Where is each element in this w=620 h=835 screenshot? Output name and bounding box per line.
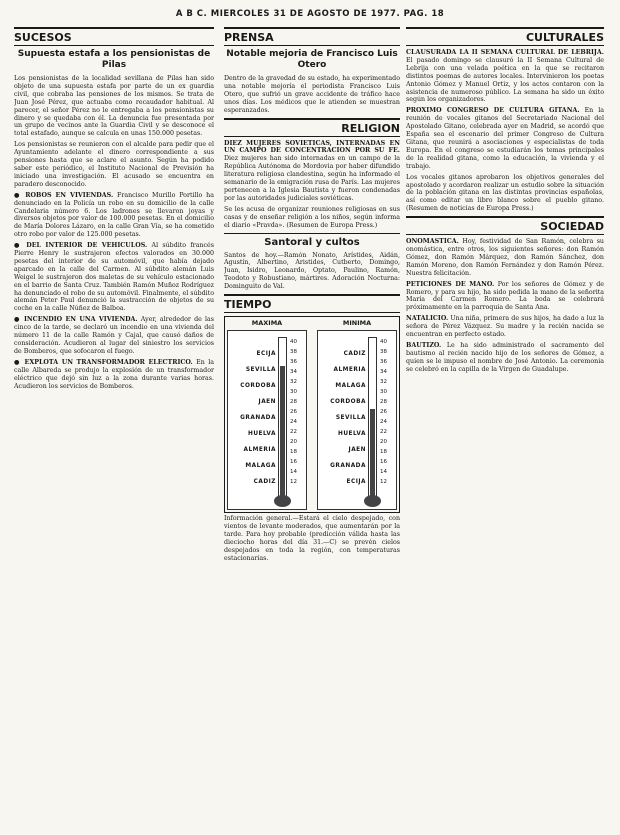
scale-tick: 14 [290, 469, 297, 476]
city-label: GRANADA [240, 415, 276, 422]
min-label: MINIMA [342, 319, 372, 328]
subhead: CLAUSURADA LA II SEMANA CULTURAL DE LEBRIJA. [406, 49, 604, 56]
city-label: SEVILLA [245, 367, 276, 374]
scale-tick: 36 [290, 359, 297, 366]
article-paragraph: En la calle Albareda se produjo la explosión de un transformador eléctrico que dejó sin luz a la zona durante varias horas. Acudieron los servicios de Bomberos. [14, 358, 214, 390]
city-label: SEVILLA [335, 415, 366, 422]
thermometer-graphic [317, 330, 397, 510]
section-title: RELIGION [224, 118, 400, 137]
article-paragraph: El pasado domingo se clausuró la II Semana Cultural de Lebrija con una velada poética en la que se recitaron distintos poemas de autores locales. Intervinieron los poetas Antonio Gómez y Manuel Ortiz, y los actos contaron con la asistencia de numeroso público. La semana ha sido un éxito según los organizadores. [406, 56, 604, 104]
headline: Santoral y cultos [224, 233, 400, 248]
page-header: A B C. MIERCOLES 31 DE AGOSTO DE 1977. PAG. 18 [175, 9, 445, 19]
section-title: PRENSA [224, 27, 400, 46]
scale-tick: 32 [380, 379, 387, 386]
mercury-level [370, 409, 375, 496]
scale-tick: 34 [380, 369, 387, 376]
scale-tick: 16 [380, 459, 387, 466]
thermometer-bulb [364, 495, 381, 507]
headline: Notable mejoria de Francisco Luis Otero [226, 49, 398, 70]
city-label: CADIZ [253, 479, 276, 486]
article-paragraph: Se les acusa de organizar reuniones religiosas en sus casas y de enseñar religión a los niños, según informa el diario «Pravda». (Resumen de Europa Press.) [224, 205, 400, 229]
scale-tick: 40 [290, 339, 297, 346]
city-label: ALMERIA [243, 447, 276, 454]
city-label: JAEN [348, 447, 366, 454]
column-prensa [224, 27, 400, 827]
scale-tick: 24 [290, 419, 297, 426]
city-label: ALMERIA [333, 367, 366, 374]
scale-tick: 30 [380, 389, 387, 396]
headline: Supuesta estafa a los pensionistas de Pilas [17, 49, 211, 70]
article-paragraph: Dentro de la gravedad de su estado, ha experimentado una notable mejoría el periodista Francisco Luis Otero, que sufrió un grave accidente de tráfico hace unos días. Los médicos que le atienden se muestran esperanzados. [224, 75, 400, 114]
article-paragraph: Por los señores de Gómez y de Romero, y para su hijo, ha sido pedida la mano de la señorita María del Carmen Romero. La boda se celebrará próximamente en la parroquia de Santa Ana. [406, 280, 604, 312]
subhead: BAUTIZO. [406, 342, 442, 349]
section-title: SOCIEDAD [406, 216, 604, 235]
scale-tick: 26 [380, 409, 387, 416]
section-title: TIEMPO [224, 294, 400, 313]
subhead: ● DEL INTERIOR DE VEHICULOS. [14, 242, 148, 250]
scale-tick: 20 [380, 439, 387, 446]
scale-tick: 12 [380, 479, 387, 486]
scale-tick: 18 [290, 449, 297, 456]
subhead: ● ROBOS EN VIVIENDAS. [14, 191, 114, 199]
city-label: MALAGA [335, 383, 366, 390]
subhead: DIEZ MUJERES SOVIETICAS, INTERNADAS EN UN CAMPO DE CONCENTRACION POR SU FE. [224, 139, 400, 155]
subhead: PETICIONES DE MANO. [406, 280, 495, 288]
article-paragraph: Francisco Murillo Portillo ha denunciado en la Policía un robo en su domicilio de la calle Candelaria número 6. Los ladrones se llevaron joyas y diversos objetos por valor de 100.000 pesetas. En el domicilio de María Dolores Lázaro, en la calle Gran Vía, se ha cometido otro robo por valor de 125.000 pesetas. [14, 191, 214, 239]
subhead: NATALICIO. [406, 315, 449, 323]
mercury-level [280, 366, 285, 496]
scale-tick: 40 [380, 339, 387, 346]
scale-tick: 16 [290, 459, 297, 466]
scale-tick: 20 [290, 439, 297, 446]
subhead: ● EXPLOTA UN TRANSFORMADOR ELECTRICO. [14, 358, 193, 366]
city-label: JAEN [258, 399, 276, 406]
thermometer-scale [290, 337, 297, 487]
article-paragraph: Ayer, alrededor de las cinco de la tarde, se declaró un incendio en una vivienda del número 11 de la calle Ramón y Cajal, que causó daños de consideración. Acudieron al lugar del siniestro los servicios de Bomberos, que sofocaron el fuego. [14, 316, 214, 355]
weather-thermometers [224, 316, 400, 513]
section-title: SUCESOS [14, 27, 214, 46]
city-label: ECIJA [346, 479, 366, 486]
city-label: HUELVA [248, 431, 276, 438]
scale-tick: 22 [290, 429, 297, 436]
city-label: ECIJA [256, 351, 276, 358]
scale-tick: 24 [380, 419, 387, 426]
section-title: CULTURALES [406, 27, 604, 46]
article-paragraph: Los vocales gitanos aprobaron los objetivos generales del apostolado y acordaron realizar un estudio sobre la situación de la población gitana en las distintas provincias españolas, así como editar un libro blanco sobre el pueblo gitano. (Resumen de noticias de Europa Press.) [406, 173, 604, 213]
weather-caption: Información general.—Estará el cielo despejado, con vientos de levante moderados, que aumentarán por la tarde. Para hoy probable (predicción válida hasta las dieciocho horas del día 31.—C) se prevén cielos despejados en toda la región, con temperaturas estacionarias. [224, 515, 400, 562]
city-label: MALAGA [245, 463, 276, 470]
thermometer-tube [278, 337, 287, 497]
scale-tick: 36 [380, 359, 387, 366]
column-sucesos [14, 27, 214, 827]
subhead: ● INCENDIO EN UNA VIVIENDA. [14, 316, 138, 324]
scale-tick: 26 [290, 409, 297, 416]
subhead: PROXIMO CONGRESO DE CULTURA GITANA. [406, 107, 580, 115]
city-label: CADIZ [343, 351, 366, 358]
city-label: CORDOBA [330, 399, 366, 406]
thermometer-scale [380, 337, 387, 487]
thermometer-tube [368, 337, 377, 497]
thermometer-bulb [274, 495, 291, 507]
scale-tick: 38 [380, 349, 387, 356]
article-paragraph: Una niña, primera de sus hijos, ha dado a luz la señora de Pérez Vázquez. Su madre y la recién nacida se encuentran en perfecto estado. [406, 315, 604, 339]
article-paragraph: Los pensionistas se reunieron con el alcalde para pedir que el Ayuntamiento adelante el dinero correspondiente a sus pensiones hasta que se aclare el asunto. Según ha podido saber este periódico, el Instituto Nacional de Previsión ha iniciado una investigación. El acusado se encuentra en paradero desconocido. [14, 141, 214, 188]
article-paragraph: En la reunión de vocales gitanos del Secretariado Nacional del Apostolado Gitano, celebrada ayer en Madrid, se acordó que España sea el escenario del primer Congreso de Cultura Gitana, que reunirá a asociaciones y especialistas de toda Europa. En el congreso se estudiarán los temas principales de la realidad gitana, como la educación, la vivienda y el trabajo. [406, 107, 604, 170]
min-thermometer [317, 319, 397, 510]
scale-tick: 14 [380, 469, 387, 476]
scale-tick: 38 [290, 349, 297, 356]
article-paragraph: Santos de hoy.—Ramón Nonato, Arístides, Aidán, Agustín, Albertino, Aristides, Cutberto, Domingo, Juan, Isidro, Leonardo, Optato, Paulino, Ramón, Teodoto y Robustiano, mártires. Adoración Nocturna: Dominguito de Val. [224, 251, 400, 291]
scale-tick: 28 [290, 399, 297, 406]
article-paragraph: Le ha sido administrado el sacramento del bautismo al recién nacido hijo de los señores de Gómez, a quien se le impuso el nombre de José Antonio. La ceremonia se celebró en la capilla de la Virgen de Guadalupe. [406, 342, 604, 373]
scale-tick: 18 [380, 449, 387, 456]
scale-tick: 34 [290, 369, 297, 376]
article-paragraph: Hoy, festividad de San Ramón, celebra su onomástica, entre otros, los siguientes señores: don Ramón Gómez, don Ramón Márquez, don Ramón Sánchez, don Ramón Moreno, don Ramón Fernández y don Ramón Pérez. Nuestra felicitación. [406, 238, 604, 277]
city-label: CORDOBA [240, 383, 276, 390]
max-thermometer [227, 319, 307, 510]
max-label: MAXIMA [251, 319, 283, 328]
subhead: ONOMASTICA. [406, 238, 459, 246]
scale-tick: 32 [290, 379, 297, 386]
article-paragraph: Diez mujeres han sido internadas en un campo de la República Autónoma de Mordovia por haber difundido literatura religiosa clandestina, según ha informado el semanario de la emigración rusa de París. Las mujeres pertenecen a la Iglesia Bautista y fueron condenadas por las autoridades judiciales soviéticas. [224, 155, 400, 202]
scale-tick: 12 [290, 479, 297, 486]
article-paragraph: Los pensionistas de la localidad sevillana de Pilas han sido objeto de una supuesta estafa por parte de un ex guardia civil, que cobraba las pensiones de los mismos. Se trata de Juan José Pérez, que actuaba como recaudador habitual. Al parecer, el señor Pérez no le entregaba a los pensionistas su dinero y se quedaba con él. La denuncia fue presentada por un grupo de vecinos ante la Guardia Civil y se desconoce el total estafado, aunque se calcula en unas 150.000 pesetas. [14, 75, 214, 138]
city-label: GRANADA [330, 463, 366, 470]
scale-tick: 30 [290, 389, 297, 396]
article-paragraph: Al súbdito francés Pierre Henry le sustrajeron efectos valorados en 30.000 pesetas del interior de su automóvil, que había dejado aparcado en la calle del Carmen. Al súbdito alemán Luis Weigel le sustrajeron dos maletas de su vehículo estacionado en el barrio de Santa Cruz. También Ramón Muñoz Rodríguez ha denunciado el robo de su automóvil. Finalmente, el súbdito alemán Peter Paul denunció la sustracción de objetos de su coche en la calle Núñez de Balboa. [14, 242, 214, 313]
thermometer-graphic [227, 330, 307, 510]
scale-tick: 22 [380, 429, 387, 436]
scale-tick: 28 [380, 399, 387, 406]
city-label: HUELVA [338, 431, 366, 438]
column-culturales [406, 27, 604, 827]
